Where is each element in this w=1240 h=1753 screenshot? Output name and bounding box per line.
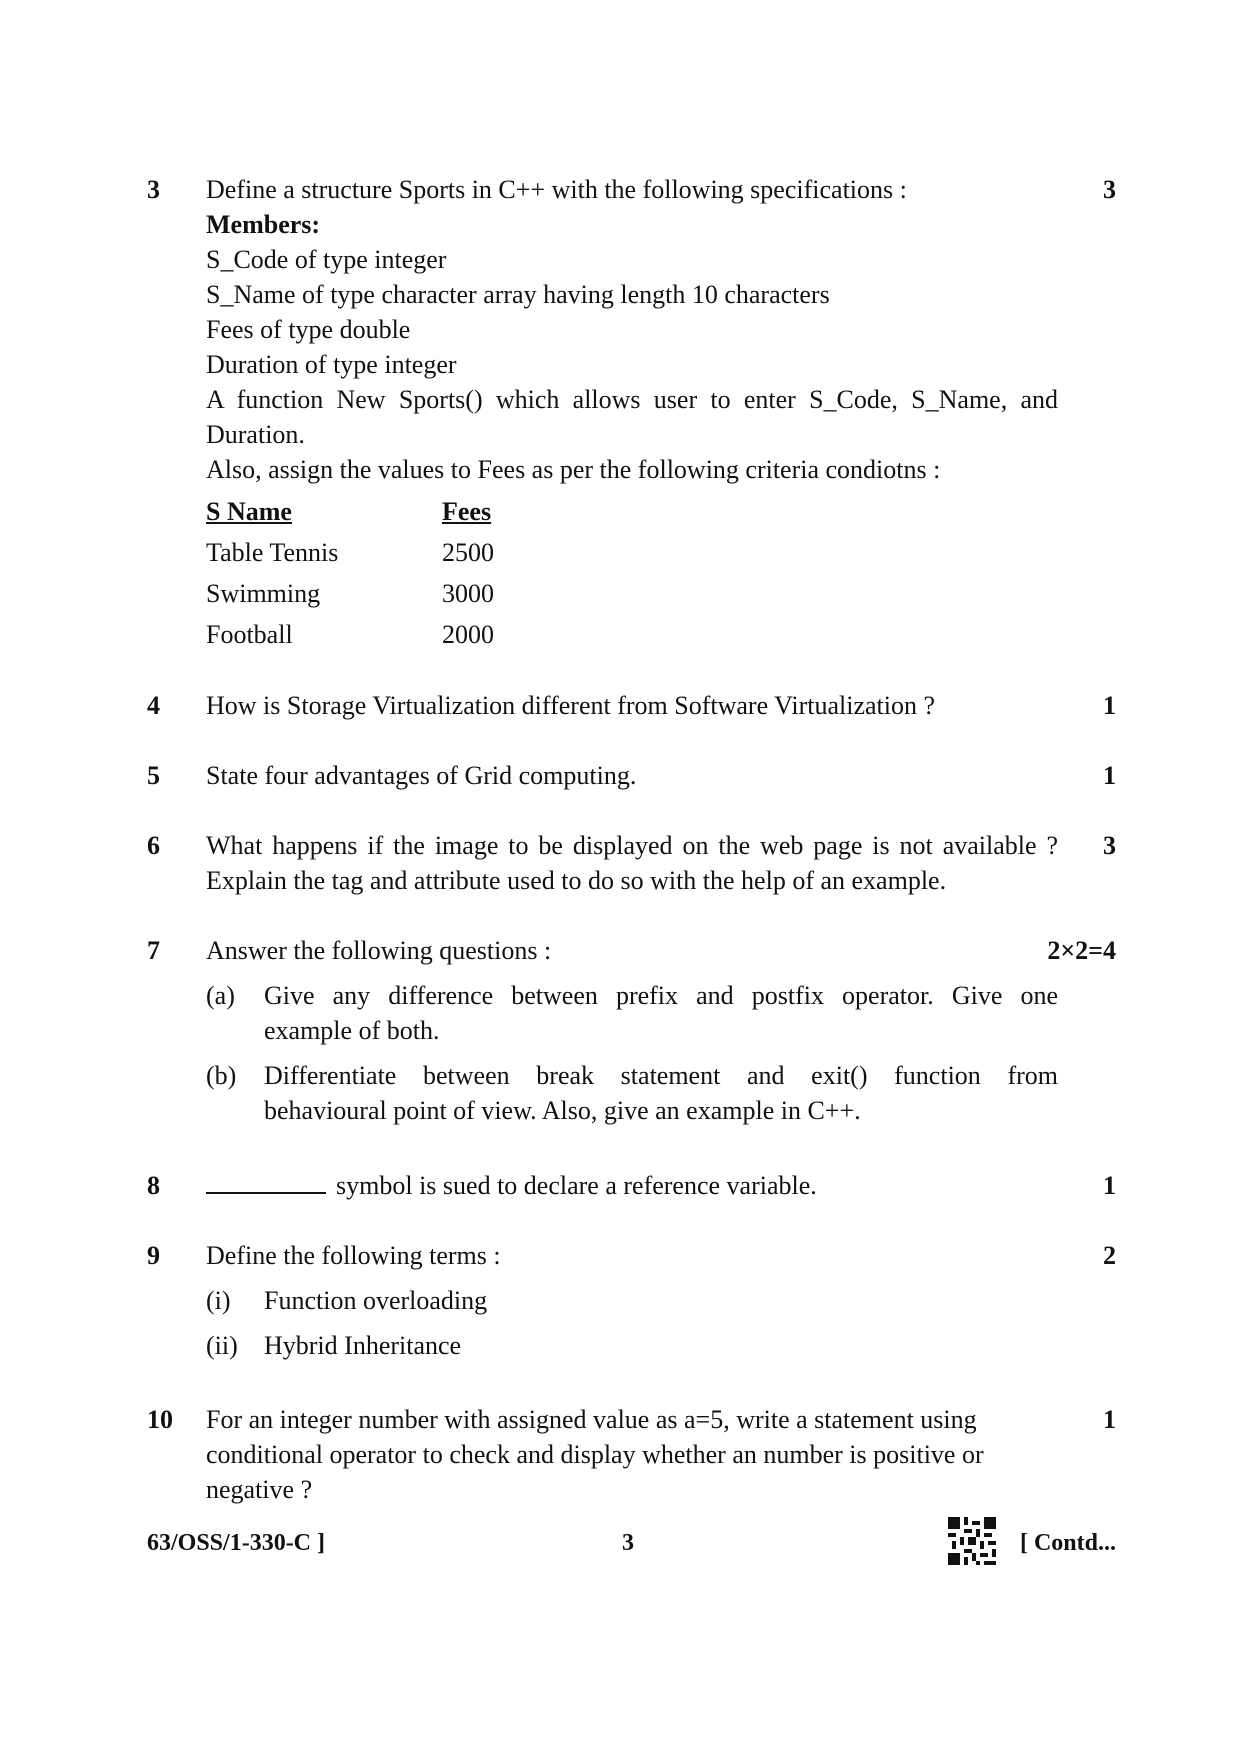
sub-question-text-cont: behavioural point of view. Also, give an example in C++.	[264, 1096, 861, 1125]
table-cell: Football	[206, 620, 293, 649]
question-marks: 1	[1103, 1405, 1116, 1434]
question-marks: 3	[1103, 175, 1116, 204]
table-header-row	[206, 491, 494, 532]
question-number: 3	[147, 175, 160, 204]
question-body	[206, 828, 1058, 898]
question-number: 7	[147, 936, 160, 965]
question-number: 10	[147, 1405, 173, 1434]
question-number: 6	[147, 831, 160, 860]
sub-item-label: (i)	[206, 1286, 231, 1315]
member-item: S_Code of type integer	[206, 245, 447, 274]
sub-item-i	[206, 1283, 1058, 1318]
question-body	[206, 1238, 1058, 1363]
sub-question-a	[206, 978, 1058, 1048]
sub-question-text: Differentiate between break statement and exit() function from	[264, 1061, 1058, 1090]
function-description: A function New Sports() which allows user to enter S_Code, S_Name, and	[206, 385, 1058, 414]
question-number: 4	[147, 691, 160, 720]
table-cell: 3000	[442, 579, 494, 608]
sub-question-label: (b)	[206, 1061, 237, 1090]
question-body	[206, 1402, 1036, 1507]
members-heading: Members:	[206, 210, 321, 239]
table-row	[206, 573, 494, 614]
question-text: State four advantages of Grid computing.	[206, 761, 637, 790]
qr-code-icon	[948, 1517, 996, 1565]
table-cell: 2000	[442, 620, 494, 649]
member-item: S_Name of type character array having length 10 characters	[206, 280, 830, 309]
question-body	[206, 172, 1058, 655]
sub-item-ii	[206, 1328, 1058, 1363]
function-description-cont: Duration.	[206, 420, 305, 449]
column-header-sname: S Name	[206, 497, 292, 526]
question-text: What happens if the image to be displayed on the web page is not available ?	[206, 831, 1058, 860]
member-item: Duration of type integer	[206, 350, 457, 379]
question-text-cont: conditional operator to check and display whether an number is positive or	[206, 1440, 984, 1469]
question-marks: 2	[1103, 1241, 1116, 1270]
paper-code: 63/OSS/1-330-C ]	[147, 1530, 326, 1556]
fees-table	[206, 491, 494, 655]
table-row	[206, 532, 494, 573]
question-marks: 1	[1103, 691, 1116, 720]
question-number: 5	[147, 761, 160, 790]
question-marks: 2×2=4	[1047, 936, 1116, 965]
continued-label: [ Contd...	[1019, 1530, 1116, 1556]
sub-item-text: Hybrid Inheritance	[264, 1331, 462, 1360]
question-marks: 1	[1103, 761, 1116, 790]
question-text: Answer the following questions :	[206, 936, 552, 965]
sub-question-text: Give any difference between prefix and postfix operator. Give one	[264, 981, 1058, 1010]
question-text: Define a structure Sports in C++ with the following specifications :	[206, 175, 907, 204]
table-cell: Table Tennis	[206, 538, 339, 567]
sub-item-text: Function overloading	[264, 1286, 488, 1315]
question-body	[206, 758, 1058, 793]
question-number: 9	[147, 1241, 160, 1270]
question-body	[206, 1168, 1058, 1203]
table-row	[206, 614, 494, 655]
question-body	[206, 688, 1058, 723]
sub-question-text-cont: example of both.	[264, 1016, 440, 1045]
question-text: For an integer number with assigned value as a=5, write a statement using	[206, 1405, 977, 1434]
sub-question-label: (a)	[206, 981, 235, 1010]
question-body	[206, 933, 1058, 1128]
question-marks: 3	[1103, 831, 1116, 860]
question-line	[206, 1168, 1058, 1203]
question-marks: 1	[1103, 1171, 1116, 1200]
table-cell: Swimming	[206, 579, 321, 608]
question-number: 8	[147, 1171, 160, 1200]
assign-instruction: Also, assign the values to Fees as per the following criteria condiotns :	[206, 455, 941, 484]
table-cell: 2500	[442, 538, 494, 567]
column-header-fees: Fees	[442, 497, 492, 526]
sub-question-b	[206, 1058, 1058, 1128]
fill-in-blank	[206, 1170, 326, 1194]
question-text-cont: negative ?	[206, 1475, 313, 1504]
sub-item-label: (ii)	[206, 1331, 238, 1360]
question-text-cont: Explain the tag and attribute used to do so with the help of an example.	[206, 866, 947, 895]
question-text: Define the following terms :	[206, 1241, 501, 1270]
question-text: symbol is sued to declare a reference variable.	[336, 1171, 817, 1200]
member-item: Fees of type double	[206, 315, 411, 344]
question-text: How is Storage Virtualization different from Software Virtualization ?	[206, 691, 936, 720]
page-number: 3	[622, 1530, 634, 1556]
